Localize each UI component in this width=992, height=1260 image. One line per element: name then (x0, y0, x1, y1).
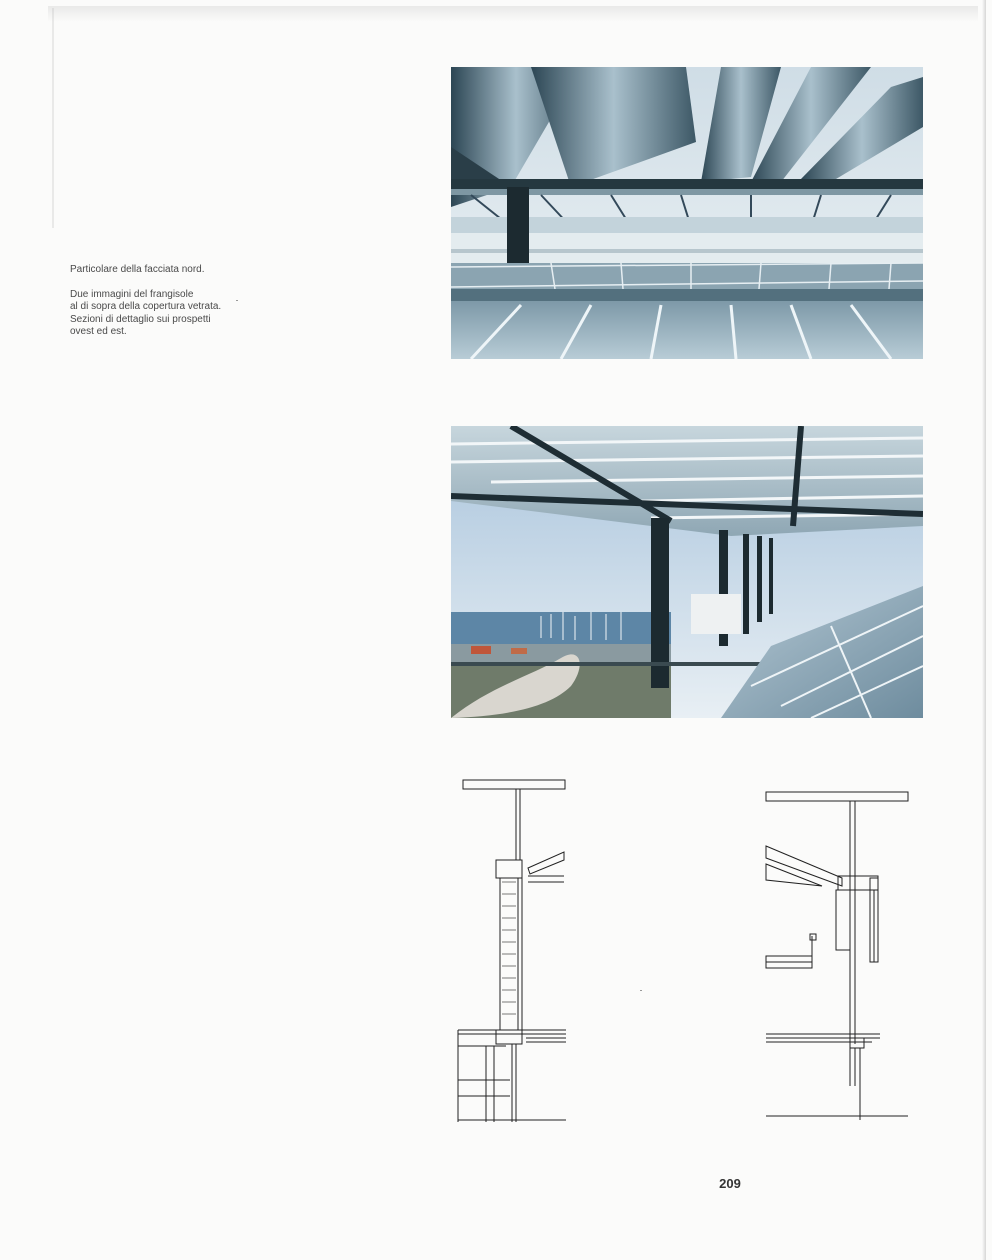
caption-line: al di sopra della copertura vetrata. (70, 301, 222, 312)
section-drawing-west (456, 776, 568, 1122)
page-number: 209 (719, 1176, 741, 1191)
section-drawing-west-lines (456, 776, 568, 1122)
caption-line: Particolare della facciata nord. (70, 264, 205, 275)
photo-brise-soleil-upper (451, 67, 923, 359)
photo-brise-soleil-marina (451, 426, 923, 718)
photo-brise-soleil-upper-image (451, 67, 923, 359)
scan-shadow-right (982, 0, 986, 1260)
scan-speck (640, 990, 642, 991)
caption-line: ovest ed est. (70, 326, 127, 337)
scan-shadow-left (52, 8, 54, 228)
caption-line: Due immagini del frangisole (70, 288, 194, 300)
caption-line: Sezioni di dettaglio sui prospetti (70, 313, 211, 325)
section-drawing-east (762, 786, 912, 1120)
scan-shadow-top (48, 6, 978, 22)
section-drawing-east-lines (762, 786, 912, 1120)
figure-caption (70, 264, 270, 339)
photo-brise-soleil-marina-image (451, 426, 923, 718)
